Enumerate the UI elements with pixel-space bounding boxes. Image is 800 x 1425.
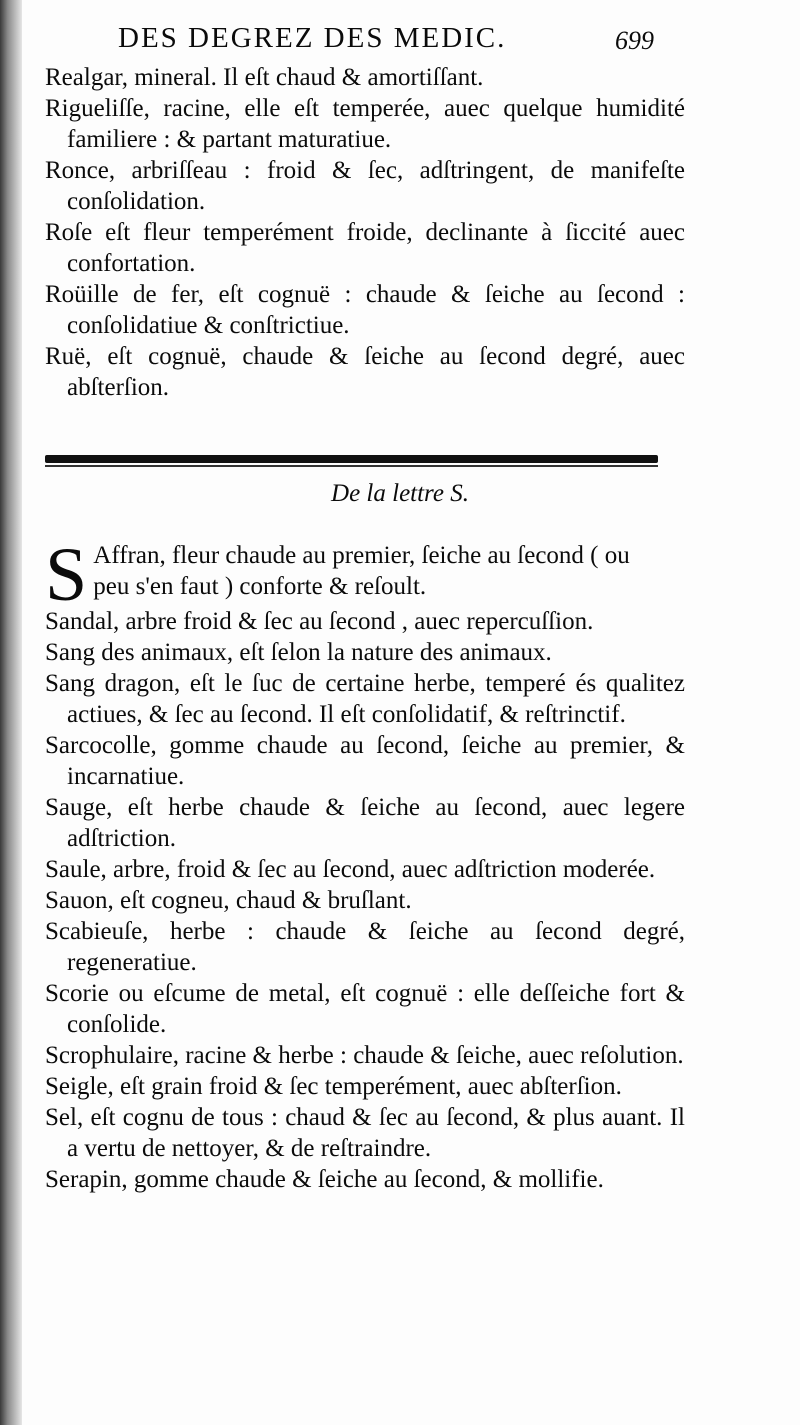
entry-sel: Sel, eſt cognu de tous : chaud & ſec au ſecond, & plus auant. Il a vertu de nettoyer, & de reſtraindre. xyxy=(45,1104,685,1162)
entry-scabieuse: Scabieuſe, herbe : chaude & ſeiche au ſecond degré, regeneratiue. xyxy=(45,918,685,976)
entry-saffran xyxy=(45,533,658,617)
drop-cap: S xyxy=(45,533,88,617)
section-divider-rule xyxy=(45,455,658,463)
entry-ronce: Ronce, arbriſſeau : froid & ſec, adſtringent, de manifeſte conſolidation. xyxy=(45,157,685,215)
entry-sang-animaux: Sang des animaux, eſt ſelon la nature des animaux. xyxy=(45,639,552,666)
entry-rue: Ruë, eſt cognuë, chaude & ſeiche au ſecond degré, auec abſterſion. xyxy=(45,343,685,401)
page-gutter-shadow xyxy=(0,0,22,1425)
page-header xyxy=(0,14,800,56)
entry-sauon: Sauon, eſt cogneu, chaud & bruſlant. xyxy=(45,887,412,914)
entry-sandal: Sandal, arbre froid & ſec au ſecond , auec repercuſſion. xyxy=(45,608,594,635)
running-head: DES DEGREZ DES MEDIC. xyxy=(118,22,507,54)
entry-scorie: Scorie ou eſcume de metal, eſt cognuë : elle deſſeiche fort & conſolide. xyxy=(45,980,685,1038)
section-title: De la lettre S. xyxy=(331,480,469,507)
entry-rouille: Roüille de fer, eſt cognuë : chaude & ſeiche au ſecond : conſolidatiue & conſtrictiue. xyxy=(45,281,685,339)
entry-saule: Saule, arbre, froid & ſec au ſecond, auec adſtriction moderée. xyxy=(45,856,656,883)
entry-serapin: Serapin, gomme chaude & ſeiche au ſecond, & mollifie. xyxy=(45,1166,604,1193)
entry-sarcocolle: Sarcocolle, gomme chaude au ſecond, ſeiche au premier, & incarnatiue. xyxy=(45,732,685,790)
entry-rose: Roſe eſt fleur temperément froide, declinante à ſiccité auec confortation. xyxy=(45,219,685,277)
page-number: 699 xyxy=(615,26,654,55)
entry-saffran-text: Affran, fleur chaude au premier, ſeiche au ſecond ( ou peu s'en faut ) conforte & reſoult. xyxy=(93,542,630,600)
entry-realgar: Realgar, mineral. Il eſt chaud & amortiſſant. xyxy=(45,64,484,91)
entries-s xyxy=(45,606,685,1195)
entry-rigueliffe: Rigueliſſe, racine, elle eſt temperée, auec quelque humidité familiere : & partant maturatiue. xyxy=(45,95,685,153)
entry-sauge: Sauge, eſt herbe chaude & ſeiche au ſecond, auec legere adſtriction. xyxy=(45,794,685,852)
entry-seigle: Seigle, eſt grain froid & ſec temperément, auec abſterſion. xyxy=(45,1073,622,1100)
entry-sang-dragon: Sang dragon, eſt le ſuc de certaine herbe, temperé és qualitez actiues, & ſec au ſecond. Il eſt conſolidatif, & reſtrinctif. xyxy=(45,670,685,728)
entries-r xyxy=(45,62,685,403)
entry-scrophulaire: Scrophulaire, racine & herbe : chaude & ſeiche, auec reſolution. xyxy=(45,1042,684,1069)
